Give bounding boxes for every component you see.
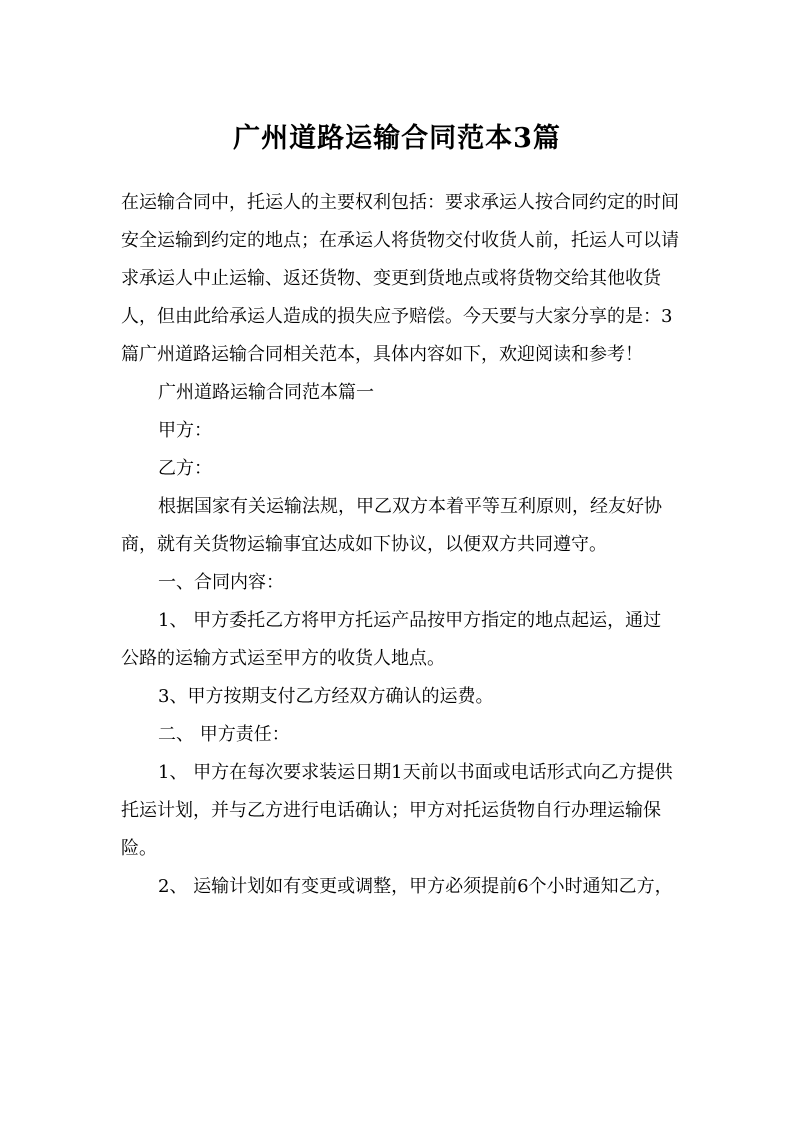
clause-item: 3、甲方按期支付乙方经双方确认的运费。 (158, 686, 494, 707)
party-b-line: 乙方： (158, 458, 212, 479)
clause-item: 2、 运输计划如有变更或调整，甲方必须提前6个小时通知乙方， (158, 876, 673, 897)
document-title: 广州道路运输合同范本3篇 (233, 123, 561, 154)
preamble-paragraph: 根据国家有关运输法规，甲乙双方本着平等互利原则，经友好协商，就有关货物运输事宜达成如下协议，以便双方共同遵守。 (121, 496, 662, 555)
intro-paragraph: 在运输合同中，托运人的主要权利包括：要求承运人按合同约定的时间安全运输到约定的地点；在承运人将货物交付收货人前，托运人可以请求承运人中止运输、返还货物、变更到货地点或将货物交给其他收货人，但由此给承运人造成的损失应予赔偿。今天要与大家分享的是：3篇广州道路运输合同相关范本，具体内容如下，欢迎阅读和参考！ (121, 192, 679, 365)
document-body (121, 184, 679, 906)
party-a-line: 甲方： (158, 420, 212, 441)
clause-heading-contract-content: 一、合同内容： (158, 572, 284, 593)
clause-item: 1、 甲方在每次要求装运日期1天前以书面或电话形式向乙方提供托运计划，并与乙方进行电话确认；甲方对托运货物自行办理运输保险。 (121, 762, 673, 859)
section-heading: 广州道路运输合同范本篇一 (158, 382, 374, 403)
clause-heading-party-a-duties: 二、 甲方责任： (158, 724, 290, 745)
clause-item: 1、 甲方委托乙方将甲方托运产品按甲方指定的地点起运，通过公路的运输方式运至甲方的收货人地点。 (121, 610, 662, 669)
